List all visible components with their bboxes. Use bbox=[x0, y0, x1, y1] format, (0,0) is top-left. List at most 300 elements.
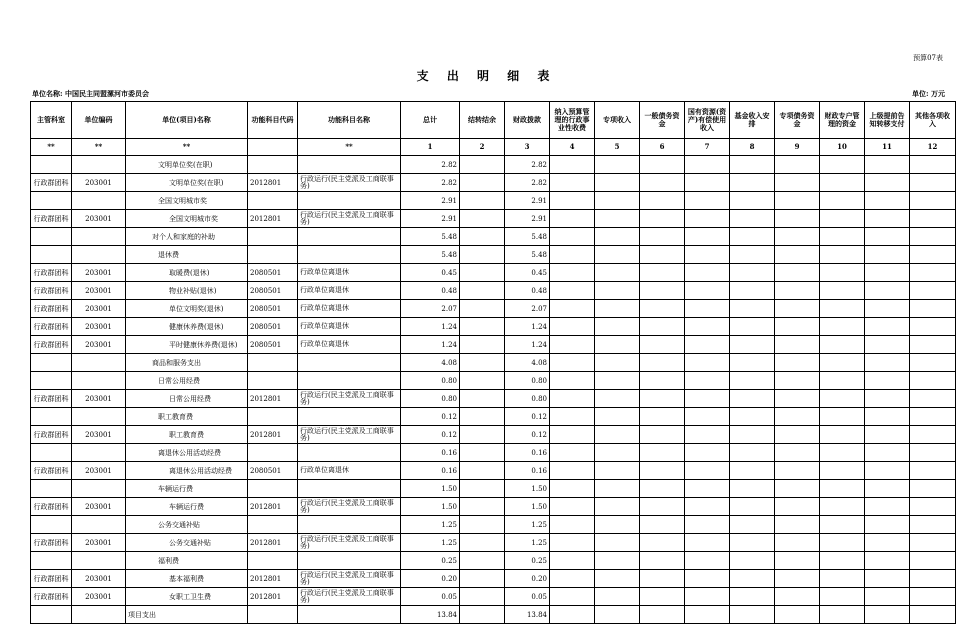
empty-cell bbox=[640, 408, 685, 426]
empty-cell bbox=[820, 300, 865, 318]
cell-dept bbox=[31, 156, 72, 174]
empty-cell bbox=[730, 210, 775, 228]
empty-cell bbox=[460, 480, 505, 498]
empty-cell bbox=[820, 228, 865, 246]
cell-fcode: 2012801 bbox=[248, 210, 298, 228]
empty-cell bbox=[910, 480, 956, 498]
empty-cell bbox=[865, 462, 910, 480]
cell-total: 2.82 bbox=[401, 156, 460, 174]
index-cell: 9 bbox=[775, 139, 820, 156]
cell-total: 5.48 bbox=[401, 246, 460, 264]
empty-cell bbox=[730, 372, 775, 390]
cell-code bbox=[72, 444, 126, 462]
empty-cell bbox=[550, 408, 595, 426]
empty-cell bbox=[685, 390, 730, 408]
empty-cell bbox=[820, 516, 865, 534]
cell-fname bbox=[298, 354, 401, 372]
empty-cell bbox=[865, 210, 910, 228]
cell-fname: 行政单位离退休 bbox=[298, 300, 401, 318]
empty-cell bbox=[910, 408, 956, 426]
empty-cell bbox=[820, 606, 865, 624]
cell-fname: 行政运行(民主党派及工商联事务) bbox=[298, 210, 401, 228]
cell-total: 1.50 bbox=[401, 498, 460, 516]
cell-dept bbox=[31, 246, 72, 264]
empty-cell bbox=[730, 570, 775, 588]
table-row bbox=[31, 300, 956, 318]
empty-cell bbox=[595, 372, 640, 390]
empty-cell bbox=[775, 552, 820, 570]
cell-total: 1.25 bbox=[401, 516, 460, 534]
empty-cell bbox=[595, 534, 640, 552]
empty-cell bbox=[730, 534, 775, 552]
empty-cell bbox=[640, 588, 685, 606]
column-header: 国有资源(资产)有偿使用收入 bbox=[685, 102, 730, 139]
cell-fname: 行政运行(民主党派及工商联事务) bbox=[298, 174, 401, 192]
cell-fname bbox=[298, 192, 401, 210]
empty-cell bbox=[730, 354, 775, 372]
cell-total: 1.24 bbox=[401, 336, 460, 354]
index-cell: ** bbox=[298, 139, 401, 156]
empty-cell bbox=[595, 336, 640, 354]
cell-name: 车辆运行费 bbox=[126, 498, 248, 516]
empty-cell bbox=[730, 246, 775, 264]
table-row bbox=[31, 390, 956, 408]
cell-fcode bbox=[248, 606, 298, 624]
cell-fname bbox=[298, 552, 401, 570]
empty-cell bbox=[910, 192, 956, 210]
empty-cell bbox=[910, 372, 956, 390]
empty-cell bbox=[910, 282, 956, 300]
empty-cell bbox=[460, 264, 505, 282]
empty-cell bbox=[550, 174, 595, 192]
index-cell: 10 bbox=[820, 139, 865, 156]
empty-cell bbox=[865, 246, 910, 264]
empty-cell bbox=[460, 606, 505, 624]
empty-cell bbox=[595, 498, 640, 516]
empty-cell bbox=[595, 480, 640, 498]
cell-fin: 0.20 bbox=[505, 570, 550, 588]
cell-total: 4.08 bbox=[401, 354, 460, 372]
cell-fin: 2.91 bbox=[505, 210, 550, 228]
empty-cell bbox=[820, 570, 865, 588]
cell-fcode: 2012801 bbox=[248, 534, 298, 552]
unit-label: 单位: 万元 bbox=[911, 89, 945, 98]
table-row bbox=[31, 462, 956, 480]
cell-fin: 0.16 bbox=[505, 444, 550, 462]
cell-total: 0.16 bbox=[401, 462, 460, 480]
cell-name: 全国文明城市奖 bbox=[126, 210, 248, 228]
empty-cell bbox=[460, 372, 505, 390]
table-row bbox=[31, 174, 956, 192]
empty-cell bbox=[640, 426, 685, 444]
cell-dept: 行政群团科 bbox=[31, 174, 72, 192]
empty-cell bbox=[595, 570, 640, 588]
cell-total: 0.80 bbox=[401, 372, 460, 390]
column-header: 总计 bbox=[401, 102, 460, 139]
empty-cell bbox=[775, 336, 820, 354]
empty-cell bbox=[865, 408, 910, 426]
cell-dept: 行政群团科 bbox=[31, 588, 72, 606]
empty-cell bbox=[685, 588, 730, 606]
empty-cell bbox=[595, 462, 640, 480]
cell-dept: 行政群团科 bbox=[31, 534, 72, 552]
empty-cell bbox=[730, 552, 775, 570]
empty-cell bbox=[820, 174, 865, 192]
column-header: 上级提前告知转移支付 bbox=[865, 102, 910, 139]
empty-cell bbox=[910, 156, 956, 174]
empty-cell bbox=[730, 498, 775, 516]
empty-cell bbox=[730, 462, 775, 480]
empty-cell bbox=[460, 282, 505, 300]
column-header: 专项收入 bbox=[595, 102, 640, 139]
index-cell: ** bbox=[72, 139, 126, 156]
empty-cell bbox=[685, 408, 730, 426]
column-header: 单位(项目)名称 bbox=[126, 102, 248, 139]
empty-cell bbox=[775, 174, 820, 192]
empty-cell bbox=[640, 246, 685, 264]
empty-cell bbox=[595, 516, 640, 534]
empty-cell bbox=[730, 228, 775, 246]
cell-code bbox=[72, 156, 126, 174]
cell-dept bbox=[31, 372, 72, 390]
empty-cell bbox=[910, 534, 956, 552]
empty-cell bbox=[595, 408, 640, 426]
empty-cell bbox=[865, 498, 910, 516]
empty-cell bbox=[460, 174, 505, 192]
empty-cell bbox=[595, 354, 640, 372]
cell-dept: 行政群团科 bbox=[31, 570, 72, 588]
empty-cell bbox=[775, 282, 820, 300]
cell-dept bbox=[31, 480, 72, 498]
empty-cell bbox=[460, 534, 505, 552]
empty-cell bbox=[640, 372, 685, 390]
cell-code bbox=[72, 372, 126, 390]
empty-cell bbox=[775, 606, 820, 624]
empty-cell bbox=[640, 498, 685, 516]
empty-cell bbox=[460, 498, 505, 516]
empty-cell bbox=[595, 282, 640, 300]
empty-cell bbox=[460, 390, 505, 408]
empty-cell bbox=[775, 192, 820, 210]
cell-name: 商品和服务支出 bbox=[126, 354, 248, 372]
cell-name: 文明单位奖(在职) bbox=[126, 156, 248, 174]
table-row bbox=[31, 282, 956, 300]
empty-cell bbox=[910, 462, 956, 480]
empty-cell bbox=[640, 300, 685, 318]
empty-cell bbox=[910, 570, 956, 588]
cell-fin: 4.08 bbox=[505, 354, 550, 372]
empty-cell bbox=[460, 300, 505, 318]
empty-cell bbox=[550, 444, 595, 462]
empty-cell bbox=[685, 192, 730, 210]
empty-cell bbox=[775, 462, 820, 480]
empty-cell bbox=[910, 426, 956, 444]
cell-fin: 1.25 bbox=[505, 516, 550, 534]
empty-cell bbox=[730, 156, 775, 174]
empty-cell bbox=[550, 516, 595, 534]
column-header: 财政专户管理的资金 bbox=[820, 102, 865, 139]
cell-fcode: 2012801 bbox=[248, 390, 298, 408]
empty-cell bbox=[820, 480, 865, 498]
table-row bbox=[31, 552, 956, 570]
cell-fcode bbox=[248, 246, 298, 264]
table-row bbox=[31, 336, 956, 354]
empty-cell bbox=[820, 282, 865, 300]
empty-cell bbox=[640, 552, 685, 570]
empty-cell bbox=[550, 390, 595, 408]
cell-name: 公务交通补贴 bbox=[126, 534, 248, 552]
table-row bbox=[31, 210, 956, 228]
empty-cell bbox=[685, 174, 730, 192]
cell-fin: 13.84 bbox=[505, 606, 550, 624]
empty-cell bbox=[685, 426, 730, 444]
empty-cell bbox=[550, 498, 595, 516]
empty-cell bbox=[550, 336, 595, 354]
cell-fname: 行政运行(民主党派及工商联事务) bbox=[298, 390, 401, 408]
cell-fin: 2.91 bbox=[505, 192, 550, 210]
cell-fname bbox=[298, 372, 401, 390]
table-row bbox=[31, 480, 956, 498]
empty-cell bbox=[595, 606, 640, 624]
cell-total: 0.48 bbox=[401, 282, 460, 300]
empty-cell bbox=[730, 588, 775, 606]
empty-cell bbox=[820, 264, 865, 282]
empty-cell bbox=[460, 228, 505, 246]
empty-cell bbox=[640, 606, 685, 624]
cell-total: 1.50 bbox=[401, 480, 460, 498]
empty-cell bbox=[550, 246, 595, 264]
empty-cell bbox=[550, 426, 595, 444]
empty-cell bbox=[775, 408, 820, 426]
empty-cell bbox=[550, 282, 595, 300]
empty-cell bbox=[910, 264, 956, 282]
empty-cell bbox=[460, 318, 505, 336]
column-header: 结转结余 bbox=[460, 102, 505, 139]
cell-code: 203001 bbox=[72, 588, 126, 606]
cell-total: 0.80 bbox=[401, 390, 460, 408]
empty-cell bbox=[820, 534, 865, 552]
empty-cell bbox=[730, 606, 775, 624]
table-row bbox=[31, 444, 956, 462]
cell-code: 203001 bbox=[72, 264, 126, 282]
cell-dept: 行政群团科 bbox=[31, 426, 72, 444]
empty-cell bbox=[775, 156, 820, 174]
cell-fcode: 2080501 bbox=[248, 462, 298, 480]
cell-code: 203001 bbox=[72, 282, 126, 300]
index-cell: 1 bbox=[401, 139, 460, 156]
empty-cell bbox=[550, 534, 595, 552]
cell-code bbox=[72, 246, 126, 264]
column-header: 功能科目代码 bbox=[248, 102, 298, 139]
cell-dept bbox=[31, 192, 72, 210]
empty-cell bbox=[730, 174, 775, 192]
empty-cell bbox=[550, 570, 595, 588]
empty-cell bbox=[820, 552, 865, 570]
cell-name: 职工教育费 bbox=[126, 408, 248, 426]
empty-cell bbox=[460, 192, 505, 210]
empty-cell bbox=[595, 390, 640, 408]
cell-code bbox=[72, 192, 126, 210]
cell-fin: 2.07 bbox=[505, 300, 550, 318]
cell-fin: 0.25 bbox=[505, 552, 550, 570]
cell-fname bbox=[298, 246, 401, 264]
cell-total: 1.25 bbox=[401, 534, 460, 552]
empty-cell bbox=[865, 336, 910, 354]
cell-fname bbox=[298, 228, 401, 246]
empty-cell bbox=[730, 282, 775, 300]
cell-fin: 1.50 bbox=[505, 498, 550, 516]
cell-total: 0.05 bbox=[401, 588, 460, 606]
empty-cell bbox=[685, 516, 730, 534]
cell-name: 健康休养费(退休) bbox=[126, 318, 248, 336]
cell-fin: 0.48 bbox=[505, 282, 550, 300]
cell-code: 203001 bbox=[72, 210, 126, 228]
cell-fname: 行政运行(民主党派及工商联事务) bbox=[298, 588, 401, 606]
cell-fcode: 2080501 bbox=[248, 264, 298, 282]
cell-fin: 1.24 bbox=[505, 336, 550, 354]
table-row bbox=[31, 354, 956, 372]
cell-code: 203001 bbox=[72, 534, 126, 552]
empty-cell bbox=[685, 372, 730, 390]
empty-cell bbox=[865, 426, 910, 444]
table-row bbox=[31, 498, 956, 516]
empty-cell bbox=[730, 264, 775, 282]
empty-cell bbox=[910, 588, 956, 606]
cell-code: 203001 bbox=[72, 318, 126, 336]
column-header: 单位编码 bbox=[72, 102, 126, 139]
empty-cell bbox=[865, 228, 910, 246]
cell-code bbox=[72, 606, 126, 624]
empty-cell bbox=[595, 552, 640, 570]
cell-fname bbox=[298, 408, 401, 426]
empty-cell bbox=[685, 498, 730, 516]
empty-cell bbox=[865, 192, 910, 210]
cell-fcode: 2080501 bbox=[248, 336, 298, 354]
index-cell: 6 bbox=[640, 139, 685, 156]
empty-cell bbox=[910, 354, 956, 372]
cell-dept: 行政群团科 bbox=[31, 282, 72, 300]
cell-fin: 0.16 bbox=[505, 462, 550, 480]
empty-cell bbox=[775, 390, 820, 408]
cell-fcode: 2012801 bbox=[248, 426, 298, 444]
empty-cell bbox=[685, 336, 730, 354]
empty-cell bbox=[910, 498, 956, 516]
cell-fname bbox=[298, 516, 401, 534]
cell-fin: 0.80 bbox=[505, 372, 550, 390]
empty-cell bbox=[910, 210, 956, 228]
empty-cell bbox=[730, 390, 775, 408]
empty-cell bbox=[595, 426, 640, 444]
empty-cell bbox=[775, 570, 820, 588]
index-cell: 11 bbox=[865, 139, 910, 156]
cell-name: 福利费 bbox=[126, 552, 248, 570]
cell-fcode bbox=[248, 516, 298, 534]
cell-fcode bbox=[248, 156, 298, 174]
empty-cell bbox=[685, 444, 730, 462]
cell-code: 203001 bbox=[72, 498, 126, 516]
empty-cell bbox=[640, 444, 685, 462]
cell-code: 203001 bbox=[72, 462, 126, 480]
empty-cell bbox=[820, 354, 865, 372]
empty-cell bbox=[685, 462, 730, 480]
empty-cell bbox=[595, 300, 640, 318]
empty-cell bbox=[865, 534, 910, 552]
table-row bbox=[31, 588, 956, 606]
index-cell: 4 bbox=[550, 139, 595, 156]
empty-cell bbox=[910, 318, 956, 336]
empty-cell bbox=[865, 282, 910, 300]
empty-cell bbox=[595, 444, 640, 462]
empty-cell bbox=[865, 174, 910, 192]
empty-cell bbox=[685, 300, 730, 318]
empty-cell bbox=[685, 264, 730, 282]
table-row bbox=[31, 192, 956, 210]
column-header: 专项债务资金 bbox=[775, 102, 820, 139]
empty-cell bbox=[820, 156, 865, 174]
cell-fcode: 2080501 bbox=[248, 318, 298, 336]
cell-fcode bbox=[248, 444, 298, 462]
cell-fname: 行政单位离退休 bbox=[298, 318, 401, 336]
cell-fin: 1.24 bbox=[505, 318, 550, 336]
empty-cell bbox=[775, 588, 820, 606]
cell-name: 对个人和家庭的补助 bbox=[126, 228, 248, 246]
cell-fname: 行政运行(民主党派及工商联事务) bbox=[298, 426, 401, 444]
cell-fin: 2.82 bbox=[505, 156, 550, 174]
cell-fname: 行政运行(民主党派及工商联事务) bbox=[298, 498, 401, 516]
cell-name: 车辆运行费 bbox=[126, 480, 248, 498]
empty-cell bbox=[910, 228, 956, 246]
empty-cell bbox=[550, 228, 595, 246]
empty-cell bbox=[820, 372, 865, 390]
index-cell: 12 bbox=[910, 139, 956, 156]
cell-fin: 1.50 bbox=[505, 480, 550, 498]
empty-cell bbox=[910, 606, 956, 624]
empty-cell bbox=[640, 390, 685, 408]
empty-cell bbox=[460, 552, 505, 570]
cell-total: 0.25 bbox=[401, 552, 460, 570]
cell-fcode: 2012801 bbox=[248, 498, 298, 516]
cell-dept bbox=[31, 228, 72, 246]
empty-cell bbox=[595, 318, 640, 336]
empty-cell bbox=[820, 444, 865, 462]
empty-cell bbox=[460, 210, 505, 228]
cell-name: 全国文明城市奖 bbox=[126, 192, 248, 210]
empty-cell bbox=[685, 318, 730, 336]
index-cell: 8 bbox=[730, 139, 775, 156]
cell-fcode: 2012801 bbox=[248, 588, 298, 606]
empty-cell bbox=[460, 426, 505, 444]
empty-cell bbox=[820, 408, 865, 426]
cell-fcode bbox=[248, 228, 298, 246]
empty-cell bbox=[730, 516, 775, 534]
cell-dept: 行政群团科 bbox=[31, 318, 72, 336]
empty-cell bbox=[595, 174, 640, 192]
cell-dept: 行政群团科 bbox=[31, 264, 72, 282]
cell-fcode bbox=[248, 408, 298, 426]
cell-fcode: 2080501 bbox=[248, 300, 298, 318]
cell-fcode: 2080501 bbox=[248, 282, 298, 300]
expenditure-table bbox=[30, 101, 956, 624]
table-row bbox=[31, 264, 956, 282]
cell-name: 项目支出 bbox=[126, 606, 248, 624]
column-header: 主管科室 bbox=[31, 102, 72, 139]
empty-cell bbox=[460, 336, 505, 354]
cell-name: 日常公用经费 bbox=[126, 390, 248, 408]
cell-fin: 0.12 bbox=[505, 426, 550, 444]
empty-cell bbox=[865, 390, 910, 408]
empty-cell bbox=[910, 516, 956, 534]
empty-cell bbox=[820, 192, 865, 210]
